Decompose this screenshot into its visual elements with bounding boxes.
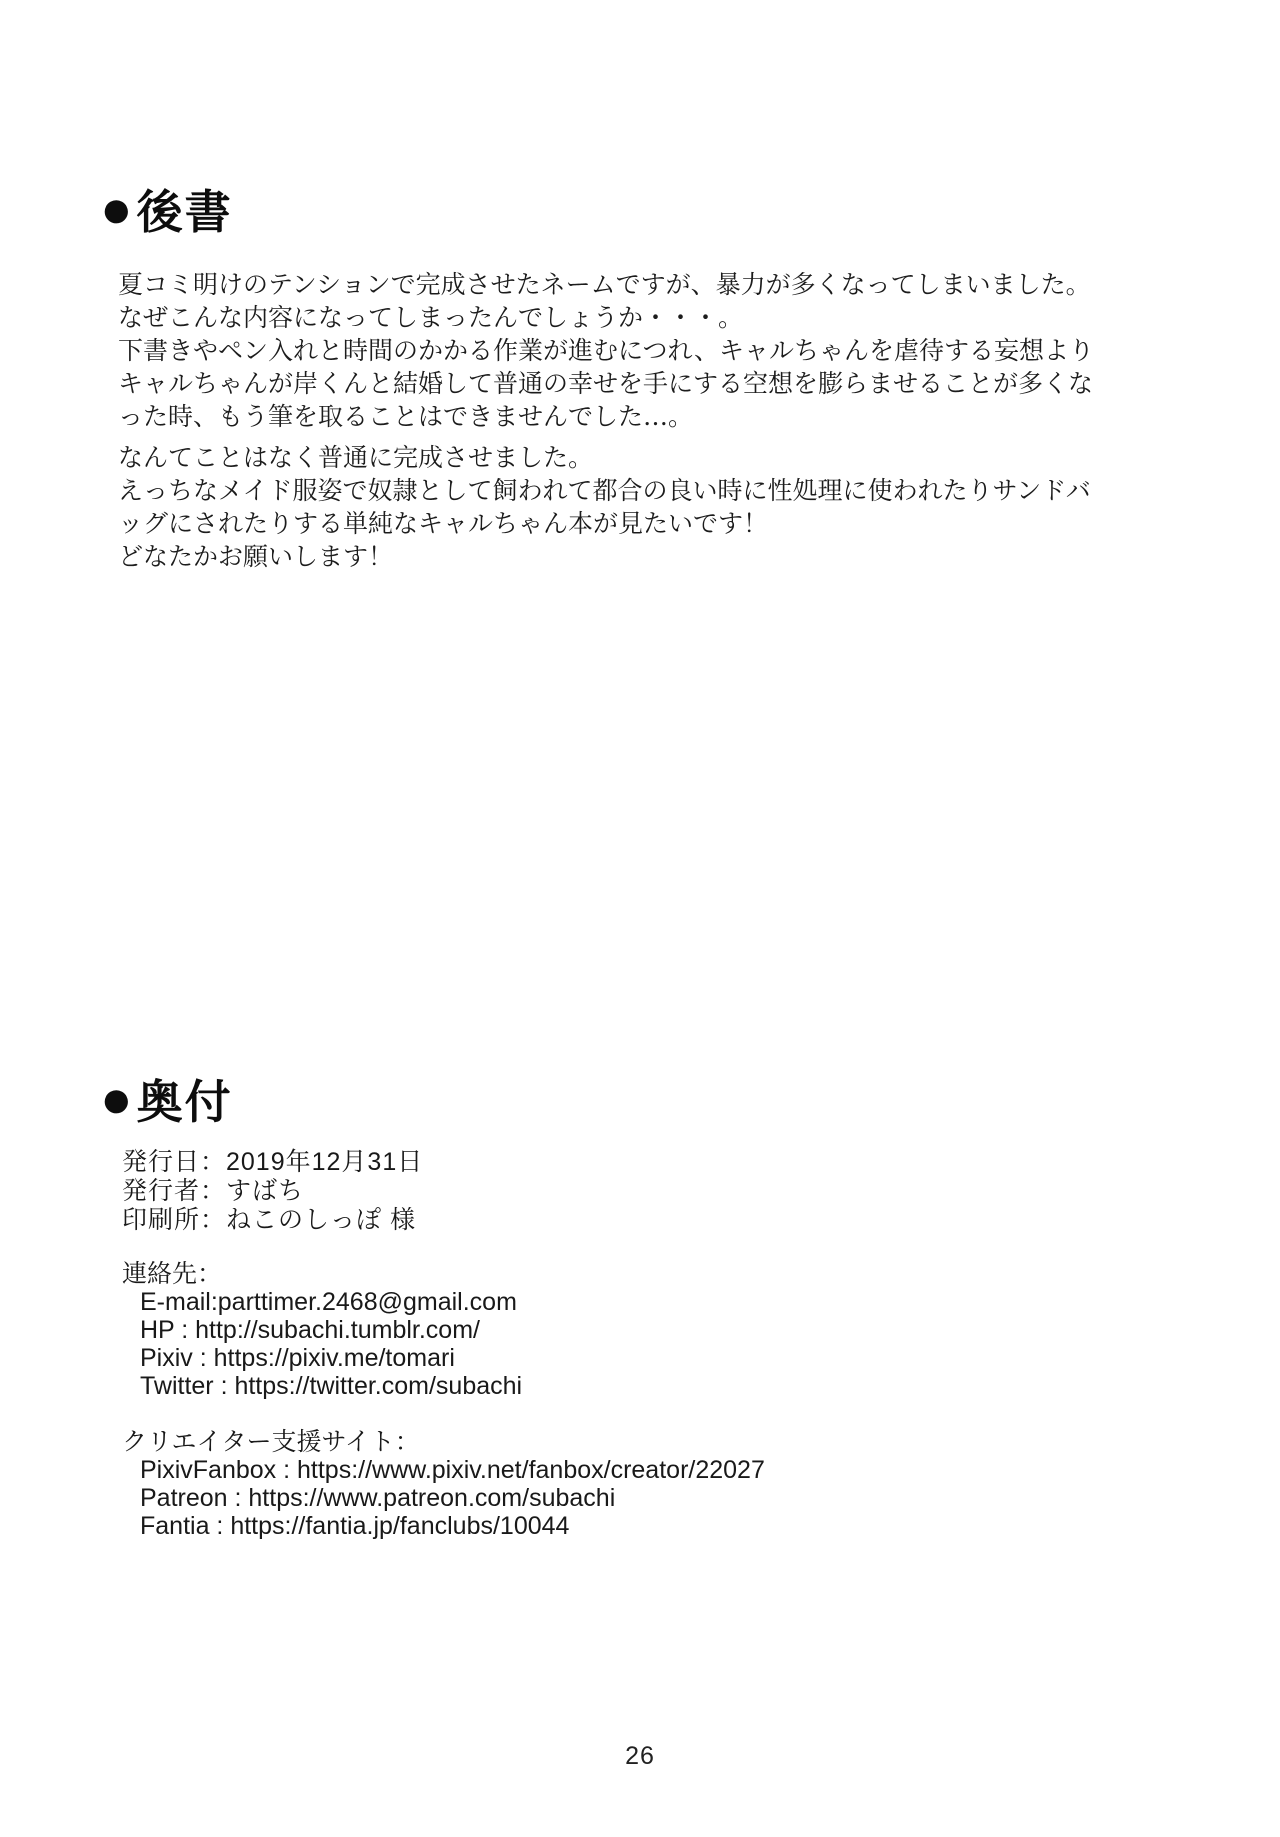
afterword-heading-text: 後書 [136, 186, 233, 238]
contact-block [122, 1260, 522, 1400]
afterword-line: 下書きやペン入れと時間のかかる作業が進むにつれ、キャルちゃんを虐待する妄想より [118, 336, 1095, 365]
support-fantia-url: Fantia : https://fantia.jp/fanclubs/10044 [140, 1512, 570, 1540]
support-patreon-url: Patreon : https://www.patreon.com/subachi [140, 1484, 616, 1512]
afterword-line: えっちなメイド服姿で奴隷として飼われて都合の良い時に性処理に使われたりサンドバ [118, 476, 1091, 505]
support-pixivfanbox-url: PixivFanbox : https://www.pixiv.net/fanbox/creator/22027 [140, 1456, 765, 1484]
contact-email: E-mail:parttimer.2468@gmail.com [140, 1288, 517, 1316]
afterword-line: なぜこんな内容になってしまったんでしょうか・・・。 [118, 303, 744, 332]
publisher-line: 発行者：すばち [122, 1177, 305, 1205]
publication-date-line: 発行日：2019年12月31日 [122, 1148, 424, 1176]
colophon-heading-text: 奥付 [136, 1076, 233, 1128]
contact-label: 連絡先： [122, 1260, 223, 1288]
afterword-heading [100, 176, 233, 242]
afterword-paragraph-2 [118, 441, 1178, 573]
afterword-line: なんてことはなく普通に完成させました。 [118, 443, 594, 472]
section-bullet-icon: ● [100, 1069, 135, 1129]
page-number: 26 [625, 1742, 655, 1770]
afterword-line: ッグにされたりする単純なキャルちゃん本が見たいです！ [118, 509, 769, 538]
contact-pixiv-url: Pixiv : https://pixiv.me/tomari [140, 1344, 455, 1372]
printer-line: 印刷所：ねこのしっぽ 様 [122, 1206, 416, 1234]
afterword-line: った時、もう筆を取ることはできませんでした…。 [118, 402, 694, 431]
afterword-line: どなたかお願いします！ [118, 542, 394, 571]
afterword-line: 夏コミ明けのテンションで完成させたネームですが、暴力が多くなってしまいました。 [118, 270, 1091, 299]
support-sites-label: クリエイター支援サイト： [122, 1428, 420, 1456]
publication-info [122, 1148, 423, 1235]
contact-hp-url: HP : http://subachi.tumblr.com/ [140, 1316, 480, 1344]
afterword-paragraph-1 [118, 268, 1178, 433]
section-bullet-icon: ● [100, 179, 135, 239]
afterword-line: キャルちゃんが岸くんと結婚して普通の幸せを手にする空想を膨らませることが多くな [118, 369, 1094, 398]
colophon-heading [100, 1066, 233, 1132]
contact-twitter-url: Twitter : https://twitter.com/subachi [140, 1372, 523, 1400]
support-sites-block [122, 1428, 765, 1540]
